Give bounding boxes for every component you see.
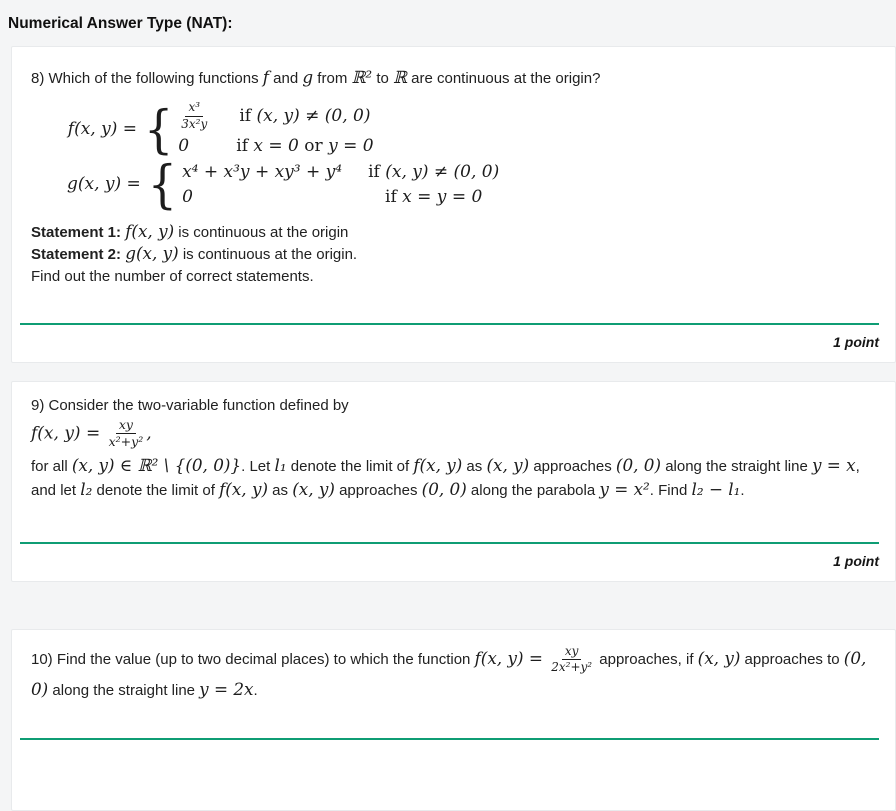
- question-8-closing: Find out the number of correct statements.: [31, 267, 314, 285]
- question-8-definitions: [67, 98, 879, 215]
- statement-1: Statement 1: f(x, y) is continuous at the origin: [31, 220, 349, 241]
- g-case-1-expression: x⁴ + x³y + xy³ + y⁴: [182, 161, 343, 182]
- fraction: $\frac{xy}{\text{x²+y²}}$: [108, 417, 144, 450]
- statement-2: Statement 2: g(x, y) is continuous at the origin.: [31, 243, 358, 264]
- q8-answer-input[interactable]: [20, 323, 879, 325]
- g-case-2-condition: if x = y = 0: [385, 186, 483, 207]
- question-9-formula: f(x, y) = $\frac{xy}{\text{x²+y²}}$ ,: [31, 417, 152, 450]
- g-lhs: g(x, y) =: [67, 174, 141, 195]
- f-piecewise-definition: [67, 98, 879, 160]
- f-cases: [178, 101, 373, 157]
- q8-points-label: 1 point: [833, 334, 879, 351]
- g-piecewise-definition: [67, 153, 879, 215]
- g-cases: [182, 161, 499, 208]
- question-card-9: [11, 381, 896, 582]
- q10-answer-input[interactable]: [20, 738, 879, 740]
- f-lhs: f(x, y) =: [67, 118, 137, 139]
- q9-answer-input[interactable]: [20, 542, 879, 544]
- g-case-2-expression: 0: [182, 186, 193, 207]
- left-curly-brace: {: [147, 153, 178, 215]
- question-card-10: [11, 629, 896, 811]
- question-8-text: 8) Which of the following functions f and g from ℝ² to ℝ are continuous at the origin?: [31, 67, 601, 87]
- question-10-body: 10) Find the value (up to two decimal places) to which the function f(x, y) = $\frac{xy}{\text{2x²+y²}}$ approaches, if (x, y) approaches to (0, 0) along the straight line y = 2x.: [31, 643, 867, 700]
- q9-points-label: 1 point: [833, 552, 879, 569]
- f-case-2-expression: 0: [178, 135, 190, 156]
- fraction: $\frac{xy}{\text{2x²+y²}}$: [551, 643, 593, 675]
- f-case-1-condition: if (x, y) ≠ (0, 0): [239, 106, 371, 127]
- question-9-intro: 9) Consider the two-variable function defined by: [31, 397, 349, 415]
- fraction: $\frac{\text{x³}}{\text{3x²y}}$: [181, 100, 208, 131]
- g-case-1-condition: if (x, y) ≠ (0, 0): [368, 161, 500, 182]
- question-9-body: for all (x, y) ∈ ℝ² \ {(0, 0)}. Let l₁ denote the limit of f(x, y) as (x, y) approaches (0, 0) along the straight line y = x, and let l₂ denote the limit of f(x, y) as (x, y) approaches (0, 0) along the parabola y = x². Find l₂ − l₁.: [31, 454, 860, 499]
- f-case-1-expression: [178, 101, 210, 132]
- question-card-8: [11, 46, 896, 363]
- left-curly-brace: {: [144, 98, 174, 160]
- section-heading: Numerical Answer Type (NAT):: [8, 15, 233, 32]
- f-case-2-condition: if x = 0 or y = 0: [236, 135, 374, 156]
